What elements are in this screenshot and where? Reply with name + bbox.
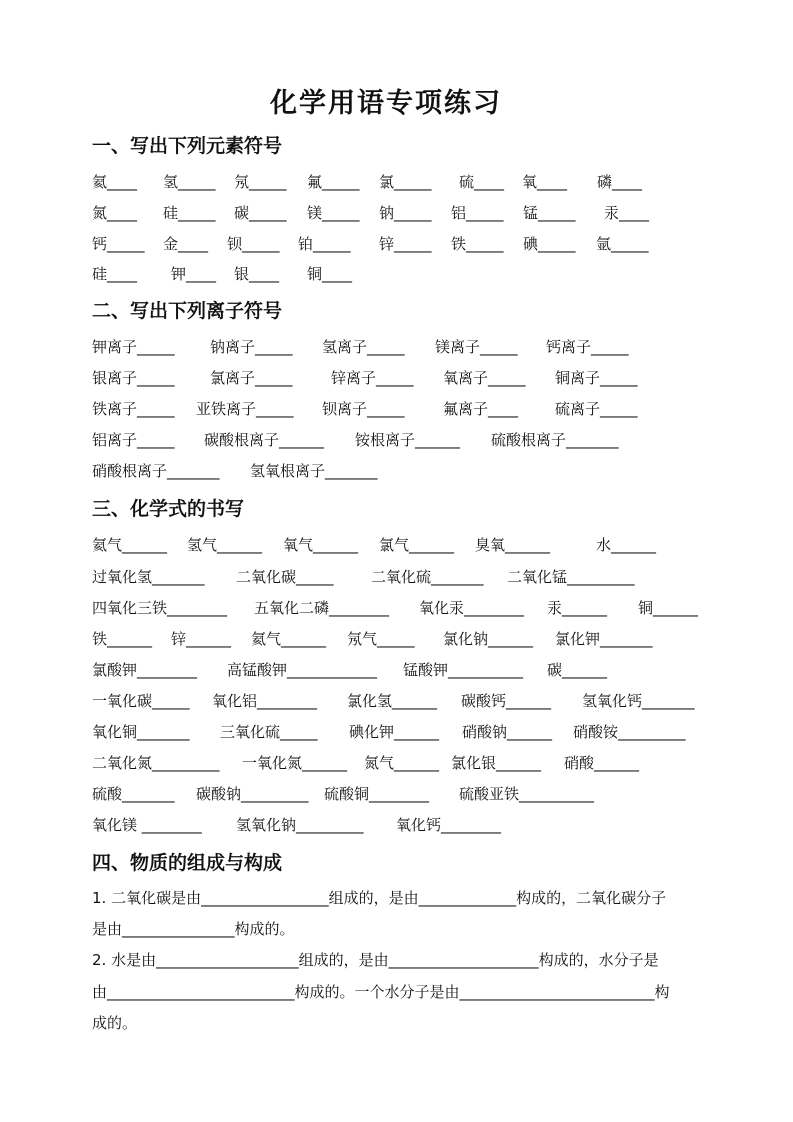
blank-item: 一氧化碳_____ [92,692,190,710]
section-heading-4: 四、物质的组成与构成 [92,852,283,874]
page-title: 化学用语专项练习 [270,88,502,119]
blank-item: 氯化氢______ [347,692,438,710]
blank-item: 铜______ [638,599,699,617]
blank-item: 氦____ [92,173,138,191]
blank-item: 铜____ [307,265,353,283]
blank-item: 水______ [596,536,657,554]
blank-item: 过氧化氢_______ [92,568,205,586]
blank-item: 碳酸根离子______ [204,431,325,449]
question-1-line-2: 是由_______________构成的。 [92,920,295,938]
blank-item: 氯化钠______ [443,630,534,648]
blank-item: 碳_____ [234,204,287,222]
blank-item: 氧化铜_______ [92,723,190,741]
blank-item: 五氧化二磷________ [254,599,390,617]
blank-item: 铂_____ [298,235,351,253]
blank-item: 铝离子_____ [92,431,175,449]
blank-item: 氧化镁 ________ [92,816,202,834]
blank-item: 银离子_____ [92,369,175,387]
blank-item: 亚铁离子_____ [196,400,294,418]
blank-item: 铜离子_____ [555,369,638,387]
blank-item: 氟_____ [307,173,360,191]
blank-item: 二氧化硫_______ [371,568,484,586]
blank-item: 铵根离子______ [355,431,461,449]
blank-item: 二氧化锰_________ [507,568,635,586]
blank-item: 钡离子_____ [322,400,405,418]
blank-item: 碘_____ [523,235,576,253]
blank-item: 臭氧______ [475,536,551,554]
blank-item: 镁_____ [307,204,360,222]
blank-item: 金____ [163,235,209,253]
question-1-line-1: 1. 二氧化碳是由_________________组成的，是由_____________构成的，二氧化碳分子 [92,889,667,907]
blank-item: 氢_____ [163,173,216,191]
blank-item: 碘化钾______ [349,723,440,741]
blank-item: 碳______ [547,661,608,679]
blank-item: 氧化钙________ [396,816,502,834]
blank-item: 氧气______ [283,536,359,554]
blank-item: 氖气_____ [347,630,415,648]
blank-item: 硫____ [459,173,505,191]
blank-item: 一氧化氮______ [242,754,348,772]
blank-item: 硫离子_____ [555,400,638,418]
question-2-line-2: 由_________________________构成的。一个水分子是由__________________________构 [92,983,670,1001]
blank-item: 钠离子_____ [210,338,293,356]
blank-item: 硝酸______ [564,754,640,772]
blank-item: 锌______ [171,630,232,648]
blank-item: 高锰酸钾____________ [227,661,378,679]
section-heading-2: 二、写出下列离子符号 [92,300,283,322]
blank-item: 三氧化硫_____ [220,723,318,741]
question-2-line-3: 成的。 [92,1014,138,1032]
blank-item: 氦气______ [92,536,168,554]
blank-item: 氢氧化钙_______ [582,692,695,710]
blank-item: 锰酸钾__________ [403,661,524,679]
blank-item: 氢离子_____ [322,338,405,356]
blank-item: 硫酸铜________ [324,785,430,803]
blank-item: 氧化汞________ [419,599,525,617]
blank-item: 氯化银______ [451,754,542,772]
blank-item: 硝酸根离子_______ [92,462,220,480]
blank-item: 氖_____ [234,173,287,191]
blank-item: 氮____ [92,204,138,222]
blank-item: 铁离子_____ [92,400,175,418]
blank-item: 铁_____ [451,235,504,253]
blank-item: 二氧化氮_________ [92,754,220,772]
blank-item: 铝_____ [451,204,504,222]
section-heading-3: 三、化学式的书写 [92,498,245,520]
blank-item: 汞______ [547,599,608,617]
blank-item: 氩_____ [596,235,649,253]
blank-item: 银____ [234,265,280,283]
blank-item: 钾____ [171,265,217,283]
blank-item: 氢气______ [187,536,263,554]
blank-item: 硫酸亚铁__________ [459,785,595,803]
blank-item: 锰_____ [523,204,576,222]
blank-item: 锌_____ [379,235,432,253]
blank-item: 氧____ [522,173,568,191]
blank-item: 氯气______ [379,536,455,554]
blank-item: 硝酸铵_________ [573,723,686,741]
blank-item: 氯_____ [379,173,432,191]
blank-item: 钙_____ [92,235,145,253]
blank-item: 氢氧根离子_______ [250,462,378,480]
blank-item: 硝酸钠______ [462,723,553,741]
blank-item: 硅_____ [163,204,216,222]
blank-item: 钡_____ [227,235,280,253]
blank-item: 二氧化碳_____ [236,568,334,586]
blank-item: 硫酸根离子_______ [491,431,619,449]
blank-item: 硫酸_______ [92,785,175,803]
blank-item: 硅____ [92,265,138,283]
blank-item: 碳酸钠_________ [196,785,309,803]
blank-item: 氦气______ [251,630,327,648]
blank-item: 四氧化三铁________ [92,599,228,617]
blank-item: 氟离子____ [443,400,519,418]
blank-item: 氢氧化钠_________ [236,816,364,834]
section-heading-1: 一、写出下列元素符号 [92,135,283,157]
blank-item: 锌离子_____ [331,369,414,387]
blank-item: 汞____ [604,204,650,222]
blank-item: 氯离子_____ [210,369,293,387]
blank-item: 氯化钾_______ [555,630,653,648]
blank-item: 铁______ [92,630,153,648]
blank-item: 氯酸钾________ [92,661,198,679]
blank-item: 镁离子_____ [435,338,518,356]
blank-item: 氧离子_____ [443,369,526,387]
blank-item: 钙离子_____ [546,338,629,356]
blank-item: 氮气______ [364,754,440,772]
blank-item: 钠_____ [379,204,432,222]
blank-item: 磷____ [597,173,643,191]
blank-item: 碳酸钙______ [461,692,552,710]
blank-item: 氧化铝________ [212,692,318,710]
question-2-line-1: 2. 水是由___________________组成的，是由____________________构成的，水分子是 [92,951,659,969]
blank-item: 钾离子_____ [92,338,175,356]
